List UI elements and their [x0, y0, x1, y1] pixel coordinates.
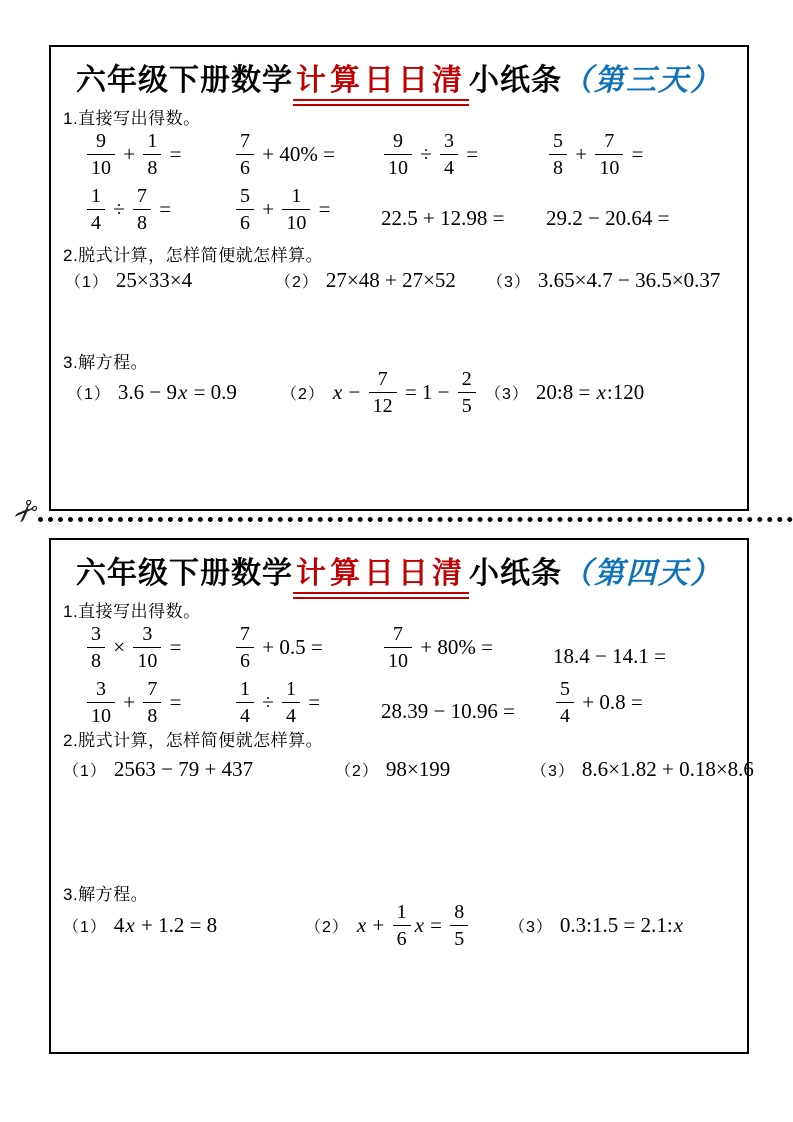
math-expression — [538, 268, 721, 293]
fraction-denominator: 8 — [143, 702, 161, 726]
title-highlight: 计算日日清 — [293, 557, 469, 599]
worksheet-card-day4 — [49, 538, 754, 1054]
fraction — [236, 679, 254, 726]
problem-list-offform — [51, 259, 747, 301]
numbered-problem — [65, 259, 192, 301]
fraction-denominator: 5 — [458, 392, 476, 416]
math-text: 27×48 + 27×52 — [325, 267, 456, 292]
fraction-numerator: 3 — [142, 623, 153, 645]
math-text: 8.6×1.82 + 0.18×8.6 — [581, 756, 754, 781]
numbered-problem — [63, 748, 253, 790]
fraction — [236, 131, 254, 178]
problem-list-equations — [51, 896, 747, 954]
fraction-numerator: 1 — [396, 900, 407, 923]
math-expression — [381, 131, 483, 178]
fraction-numerator: 5 — [553, 130, 563, 152]
fraction-numerator: 7 — [137, 185, 148, 207]
fraction-denominator: 10 — [87, 702, 115, 726]
fraction-denominator: 8 — [143, 154, 161, 178]
math-expression — [233, 186, 336, 233]
title-suffix: 小纸条 — [469, 557, 562, 590]
fraction-numerator: 3 — [96, 678, 106, 700]
fraction — [282, 679, 300, 726]
fraction-numerator: 1 — [147, 130, 158, 152]
problem-number: （2） — [281, 385, 325, 403]
math-text: = — [303, 690, 326, 714]
fraction-denominator: 4 — [236, 702, 254, 726]
math-text: 22.5 + 12.98 = — [381, 206, 510, 230]
math-text: − — [343, 379, 366, 404]
fraction-denominator: 6 — [236, 154, 254, 178]
math-problem — [233, 182, 336, 237]
fraction-numerator: 9 — [393, 130, 403, 152]
worksheet-card-day3 — [49, 45, 749, 511]
dotted-cut-line — [38, 517, 793, 522]
fraction-numerator: 8 — [454, 900, 465, 923]
fraction — [133, 186, 151, 233]
numbered-problem — [531, 748, 754, 790]
numbered-problem — [335, 748, 450, 790]
fraction — [549, 131, 567, 178]
math-text: + — [118, 690, 141, 714]
math-problem — [381, 182, 510, 237]
title-prefix: 六年级下册数学 — [76, 64, 293, 97]
math-text: + — [118, 142, 141, 166]
problem-number: （1） — [63, 918, 107, 936]
fraction-denominator: 10 — [282, 209, 310, 233]
math-problem — [553, 675, 648, 730]
problem-number: （1） — [67, 385, 111, 403]
math-problem — [84, 675, 187, 730]
title-highlight: 计算日日清 — [293, 64, 469, 106]
section-heading-offform: 2.脱式计算，怎样简便就怎样算。 — [63, 246, 324, 265]
fraction — [369, 369, 397, 416]
math-text: = 1 − — [399, 379, 455, 404]
fraction-numerator: 7 — [393, 623, 403, 645]
fraction-numerator: 3 — [91, 623, 101, 645]
fraction-denominator: 10 — [384, 154, 412, 178]
fraction-denominator: 10 — [133, 647, 161, 671]
fraction — [143, 131, 161, 178]
math-problem — [381, 675, 520, 730]
fraction-denominator: 10 — [384, 647, 412, 671]
math-expression — [84, 679, 187, 726]
numbered-problem — [67, 363, 237, 421]
math-text: + — [367, 912, 390, 937]
problem-number: （1） — [65, 273, 109, 291]
oral-row — [51, 127, 747, 182]
section-heading-equations: 3.解方程。 — [63, 353, 149, 372]
fraction-denominator: 4 — [87, 209, 105, 233]
math-expression — [233, 624, 328, 671]
problem-number: （3） — [509, 918, 553, 936]
fraction-denominator: 8 — [87, 647, 105, 671]
fraction-denominator: 5 — [450, 925, 468, 949]
fraction-numerator: 3 — [444, 130, 455, 152]
math-text: = — [626, 142, 649, 166]
math-text: + 80% = — [415, 635, 499, 659]
math-text: = — [164, 635, 187, 659]
fraction-denominator: 6 — [393, 925, 411, 949]
math-expression — [381, 699, 520, 724]
math-problem — [84, 127, 187, 182]
variable: x — [673, 912, 683, 937]
fraction — [236, 186, 254, 233]
fraction — [450, 902, 468, 949]
worksheet-title — [51, 548, 747, 592]
math-text: ÷ — [108, 197, 131, 221]
math-text: = 0.9 — [188, 379, 237, 404]
math-problem — [546, 127, 649, 182]
section-heading-oral: 1.直接写出得数。 — [63, 602, 201, 621]
math-problem — [546, 182, 675, 237]
fraction — [595, 131, 623, 178]
worksheet-title — [51, 55, 747, 99]
numbered-problem — [509, 896, 684, 954]
math-problem — [233, 127, 340, 182]
math-expression — [582, 757, 754, 782]
variable: x — [596, 379, 606, 404]
section-heading-equations: 3.解方程。 — [63, 885, 149, 904]
variable: x — [414, 912, 424, 937]
math-text: 25×33×4 — [115, 267, 193, 292]
problem-number: （3） — [485, 385, 529, 403]
fraction — [440, 131, 458, 178]
math-text: 29.2 − 20.64 = — [546, 206, 675, 230]
fraction-denominator: 4 — [440, 154, 458, 178]
fraction-denominator: 6 — [236, 209, 254, 233]
math-text: 3.65×4.7 − 36.5×0.37 — [537, 267, 721, 292]
math-expression — [356, 902, 471, 949]
variable: x — [356, 912, 367, 937]
math-text: + 0.8 = — [577, 690, 648, 714]
math-text: 3.6 − 9 — [117, 379, 177, 404]
math-text: + 0.5 = — [257, 635, 328, 659]
variable: x — [332, 379, 343, 404]
math-text: ÷ — [415, 142, 438, 166]
problem-number: （3） — [487, 273, 531, 291]
math-text: 28.39 − 10.96 = — [381, 699, 521, 723]
math-expression — [233, 131, 340, 178]
math-expression — [553, 644, 671, 669]
math-problem — [381, 127, 483, 182]
math-problem — [84, 620, 187, 675]
problem-list-equations — [51, 363, 747, 421]
math-text: :120 — [606, 379, 645, 404]
math-text: = — [164, 142, 187, 166]
fraction-denominator: 12 — [369, 392, 397, 416]
fraction — [87, 624, 105, 671]
numbered-problem — [485, 363, 644, 421]
math-expression — [84, 131, 187, 178]
math-problem — [381, 620, 498, 675]
math-text: × — [108, 635, 131, 659]
math-text: = — [424, 912, 448, 937]
numbered-problem — [487, 259, 720, 301]
math-expression — [332, 369, 479, 416]
fraction-denominator: 6 — [236, 647, 254, 671]
math-expression — [114, 913, 217, 938]
numbered-problem — [281, 363, 479, 421]
fraction — [143, 679, 161, 726]
math-expression — [381, 206, 510, 231]
variable: x — [125, 912, 135, 937]
fraction-denominator: 8 — [549, 154, 567, 178]
fraction-numerator: 5 — [560, 678, 570, 700]
fraction-numerator: 5 — [240, 185, 250, 207]
fraction-denominator: 4 — [556, 702, 574, 726]
numbered-problem — [63, 896, 217, 954]
math-expression — [536, 380, 644, 405]
fraction — [236, 624, 254, 671]
math-text: ÷ — [257, 690, 280, 714]
fraction-numerator: 7 — [147, 678, 158, 700]
fraction — [384, 131, 412, 178]
math-text: = — [154, 197, 177, 221]
oral-problem-grid — [51, 620, 747, 730]
math-expression — [84, 624, 187, 671]
title-prefix: 六年级下册数学 — [76, 557, 293, 590]
fraction — [133, 624, 161, 671]
fraction-denominator: 8 — [133, 209, 151, 233]
fraction-denominator: 4 — [282, 702, 300, 726]
scissors-icon: ✂ — [4, 489, 46, 532]
math-expression — [118, 380, 237, 405]
math-expression — [386, 757, 450, 782]
fraction-numerator: 7 — [240, 623, 250, 645]
math-problem — [84, 182, 176, 237]
math-expression — [116, 268, 192, 293]
problem-number: （3） — [531, 762, 575, 780]
fraction-numerator: 7 — [604, 130, 615, 152]
fraction — [384, 624, 412, 671]
oral-row — [51, 182, 747, 237]
fraction-numerator: 1 — [91, 185, 101, 207]
math-expression — [560, 913, 684, 938]
math-text: + 40% = — [257, 142, 341, 166]
problem-number: （1） — [63, 762, 107, 780]
math-text: + 1.2 = 8 — [135, 912, 218, 937]
fraction — [458, 369, 476, 416]
problem-number: （2） — [305, 918, 349, 936]
oral-problem-grid — [51, 127, 747, 237]
math-text: 20:8 = — [535, 379, 596, 404]
math-text: + — [257, 197, 280, 221]
math-text: = — [313, 197, 336, 221]
oral-row — [51, 620, 747, 675]
problem-number: （2） — [335, 762, 379, 780]
math-expression — [326, 268, 456, 293]
fraction-denominator: 10 — [595, 154, 623, 178]
math-expression — [84, 186, 176, 233]
math-text: = — [461, 142, 484, 166]
fraction-denominator: 10 — [87, 154, 115, 178]
numbered-problem — [275, 259, 456, 301]
fraction — [87, 131, 115, 178]
math-expression — [546, 206, 675, 231]
title-suffix: 小纸条 — [469, 64, 562, 97]
math-expression — [114, 757, 253, 782]
section-heading-oral: 1.直接写出得数。 — [63, 109, 201, 128]
fraction-numerator: 9 — [96, 130, 106, 152]
title-day: （第三天） — [562, 64, 722, 97]
math-text: 98×199 — [385, 756, 451, 781]
fraction-numerator: 7 — [240, 130, 250, 152]
fraction — [393, 902, 411, 949]
title-day: （第四天） — [562, 557, 722, 590]
fraction — [87, 186, 105, 233]
math-expression — [233, 679, 325, 726]
fraction-numerator: 1 — [240, 678, 250, 700]
fraction-numerator: 2 — [461, 367, 472, 390]
fraction-numerator: 1 — [291, 185, 302, 207]
math-problem — [553, 620, 671, 675]
math-text: + — [570, 142, 593, 166]
math-expression — [546, 131, 649, 178]
math-expression — [553, 679, 648, 726]
oral-row — [51, 675, 747, 730]
math-expression — [381, 624, 498, 671]
math-text: 2563 − 79 + 437 — [113, 756, 254, 781]
fraction-numerator: 1 — [286, 678, 297, 700]
numbered-problem — [305, 896, 471, 954]
math-text: 18.4 − 14.1 = — [553, 644, 672, 668]
problem-list-offform — [51, 748, 754, 790]
math-text: = — [164, 690, 187, 714]
fraction-numerator: 7 — [377, 367, 388, 390]
problem-number: （2） — [275, 273, 319, 291]
math-problem — [233, 675, 325, 730]
fraction — [556, 679, 574, 726]
fraction — [282, 186, 310, 233]
math-text: 0.3:1.5 = 2.1: — [559, 912, 673, 937]
variable: x — [178, 379, 188, 404]
section-heading-offform: 2.脱式计算，怎样简便就怎样算。 — [63, 731, 324, 750]
math-text: 4 — [113, 912, 125, 937]
math-problem — [233, 620, 328, 675]
fraction — [87, 679, 115, 726]
